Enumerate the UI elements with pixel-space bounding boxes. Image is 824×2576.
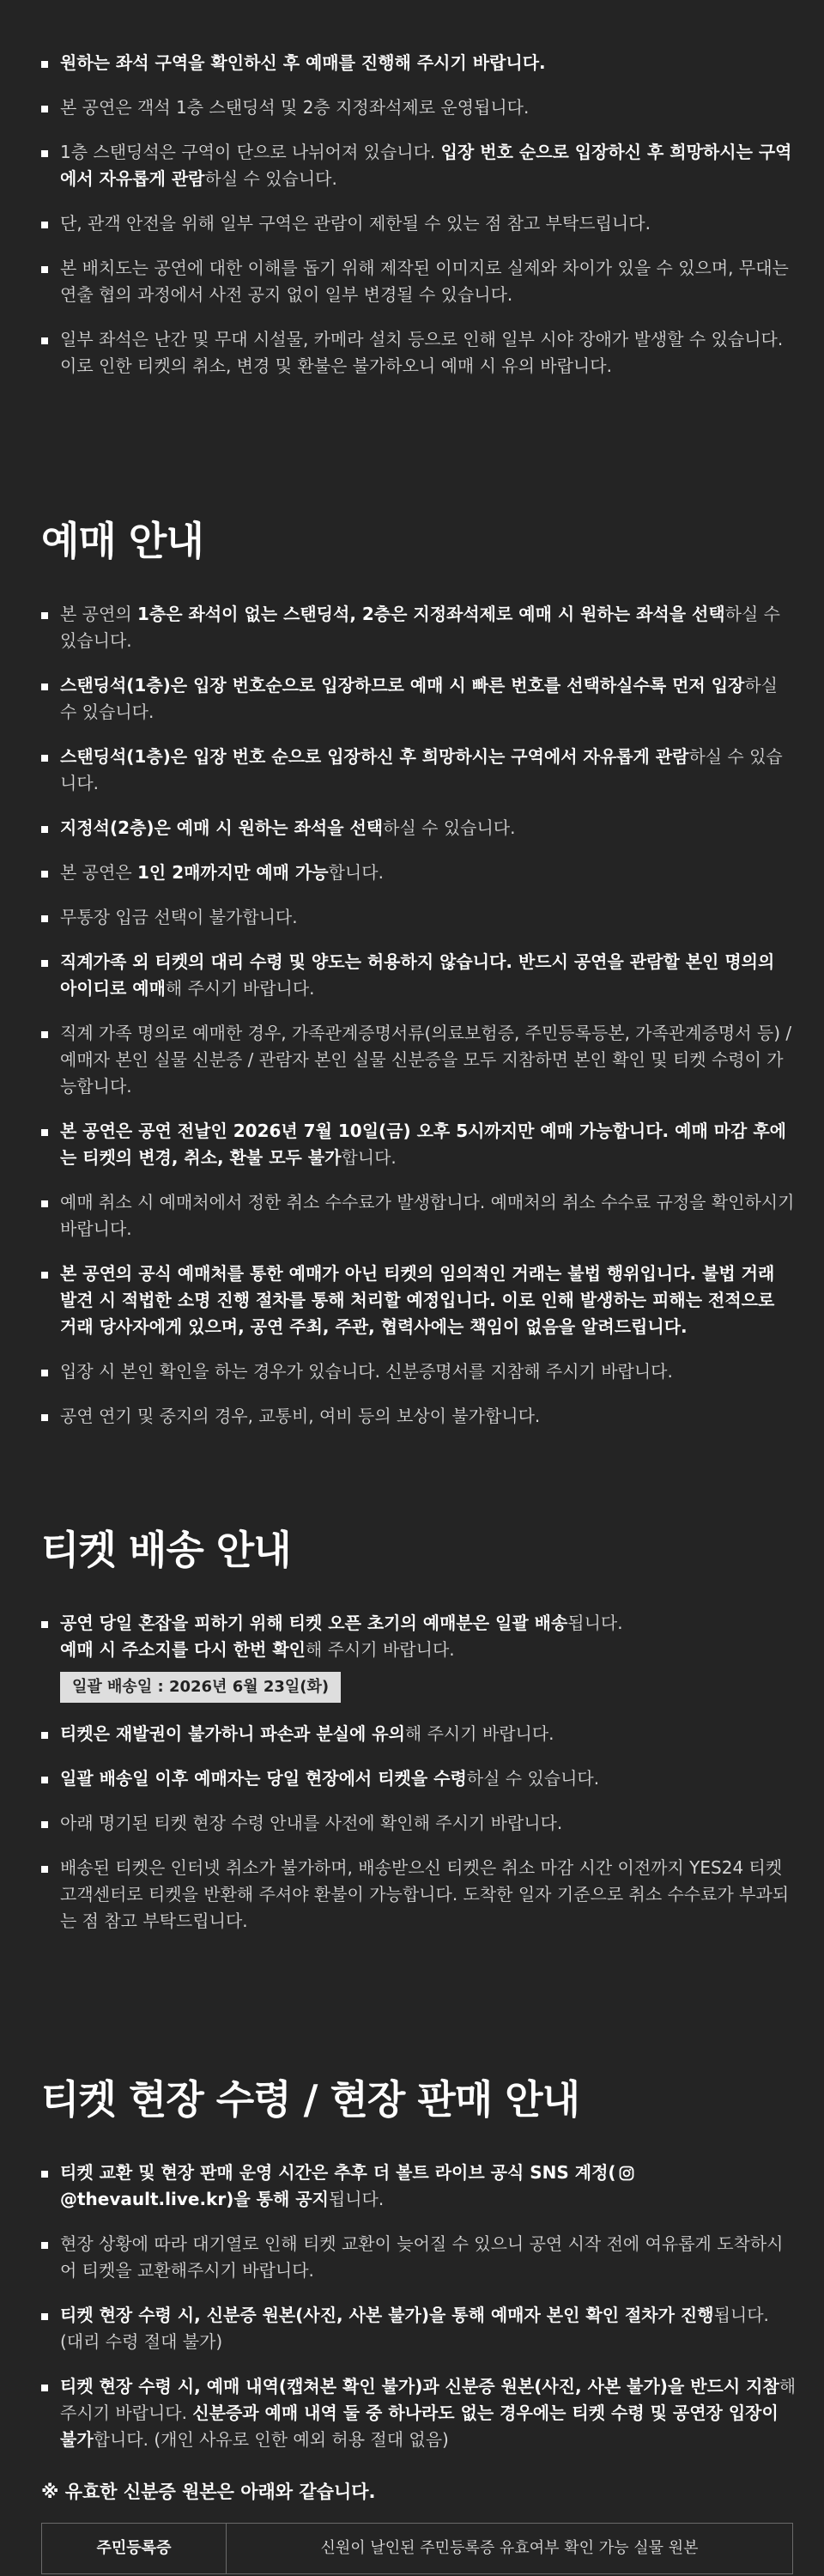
list-item: 티켓은 재발권이 불가하니 파손과 분실에 유의해 주시기 바랍니다.	[41, 1721, 797, 1747]
table-row	[42, 2524, 793, 2574]
instagram-icon	[619, 2166, 634, 2181]
list-item: 본 공연의 공식 예매처를 통한 예매가 아닌 티켓의 임의적인 거래는 불법 행위입니다. 불법 거래 발견 시 적법한 소명 진행 절차를 통해 처리할 예정입니다. 이로 인해 발생하는 피해는 전적으로 거래 당사자에게 있으며, 공연 주최, 주관, 협력사에는 책임이 없음을 알려드립니다.	[41, 1261, 797, 1340]
delivery-date-badge: 일괄 배송일 : 2026년 6월 23일(화)	[60, 1672, 341, 1703]
list-item: 스탠딩석(1층)은 입장 번호 순으로 입장하신 후 희망하시는 구역에서 자유롭게 관람하실 수 있습니다.	[41, 744, 797, 797]
list-item: 직계가족 외 티켓의 대리 수령 및 양도는 허용하지 않습니다. 반드시 공연을 관람할 본인 명의의 아이디로 예매해 주시기 바랍니다.	[41, 949, 797, 1002]
table-cell: 신원이 날인된 주민등록증 유효여부 확인 가능 실물 원본	[227, 2524, 793, 2574]
onsite-list	[41, 2160, 797, 2453]
list-item: 티켓 현장 수령 시, 예매 내역(캡쳐본 확인 불가)과 신분증 원본(사진, 사본 불가)을 반드시 지참해 주시기 바랍니다. 신분증과 예매 내역 둘 중 하나라도 없는 경우에는 티켓 수령 및 공연장 입장이 불가합니다. (개인 사유로 인한 예외 허용 절대 없음)	[41, 2373, 797, 2453]
list-item: 본 공연의 1층은 좌석이 없는 스탠딩석, 2층은 지정좌석제로 예매 시 원하는 좌석을 선택하실 수 있습니다.	[41, 601, 797, 654]
list-item: 본 공연은 객석 1층 스탠딩석 및 2층 지정좌석제로 운영됩니다.	[41, 94, 797, 121]
list-item: 공연 당일 혼잡을 피하기 위해 티켓 오픈 초기의 예매분은 일괄 배송됩니다. 예매 시 주소지를 다시 한번 확인해 주시기 바랍니다. 일괄 배송일 : 2026년 6월 23일(화)	[41, 1610, 797, 1703]
delivery-list	[41, 1610, 797, 1935]
section-title: 티켓 현장 수령 / 현장 판매 안내	[41, 2076, 580, 2123]
sns-handle-link[interactable]: @thevault.live.kr	[60, 2189, 227, 2209]
list-item: 일부 좌석은 난간 및 무대 시설물, 카메라 설치 등으로 인해 일부 시야 장애가 발생할 수 있습니다. 이로 인한 티켓의 취소, 변경 및 환불은 불가하오니 예매 시 유의 바랍니다.	[41, 326, 797, 380]
list-item: 단, 관객 안전을 위해 일부 구역은 관람이 제한될 수 있는 점 참고 부탁드립니다.	[41, 210, 797, 237]
list-item: 일괄 배송일 이후 예매자는 당일 현장에서 티켓을 수령하실 수 있습니다.	[41, 1765, 797, 1792]
section-title: 티켓 배송 안내	[41, 1527, 291, 1573]
id-note-title: ※ 유효한 신분증 원본은 아래와 같습니다.	[41, 2482, 376, 2502]
section-title: 예매 안내	[41, 518, 203, 564]
list-item: 본 배치도는 공연에 대한 이해를 돕기 위해 제작된 이미지로 실제와 차이가 있을 수 있으며, 무대는 연출 협의 과정에서 사전 공지 없이 일부 변경될 수 있습니다.	[41, 255, 797, 308]
delivery-section	[41, 1524, 797, 1953]
list-item: 티켓 현장 수령 시, 신분증 원본(사진, 사본 불가)을 통해 예매자 본인 확인 절차가 진행됩니다. (대리 수령 절대 불가)	[41, 2302, 797, 2355]
notice-list	[41, 50, 797, 380]
list-item: 1층 스탠딩석은 구역이 단으로 나뉘어져 있습니다. 입장 번호 순으로 입장하신 후 희망하시는 구역에서 자유롭게 관람하실 수 있습니다.	[41, 139, 797, 192]
list-item: 예매 취소 시 예매처에서 정한 취소 수수료가 발생합니다. 예매처의 취소 수수료 규정을 확인하시기 바랍니다.	[41, 1189, 797, 1242]
notice-section	[41, 50, 797, 398]
list-item: 공연 연기 및 중지의 경우, 교통비, 여비 등의 보상이 불가합니다.	[41, 1403, 797, 1430]
list-item: 원하는 좌석 구역을 확인하신 후 예매를 진행해 주시기 바랍니다.	[41, 50, 797, 76]
list-item: 무통장 입금 선택이 불가합니다.	[41, 904, 797, 931]
list-item: 직계 가족 명의로 예매한 경우, 가족관계증명서류(의료보험증, 주민등록등본, 가족관계증명서 등) / 예매자 본인 실물 신분증 / 관람자 본인 실물 신분증을 모두 지참하면 본인 확인 및 티켓 수령이 가능합니다.	[41, 1020, 797, 1100]
list-item: 현장 상황에 따라 대기열로 인해 티켓 교환이 늦어질 수 있으니 공연 시작 전에 여유롭게 도착하시어 티켓을 교환해주시기 바랍니다.	[41, 2231, 797, 2284]
onsite-section	[41, 2074, 797, 2574]
list-item: 본 공연은 1인 2매까지만 예매 가능합니다.	[41, 860, 797, 886]
list-item: 배송된 티켓은 인터넷 취소가 불가하며, 배송받으신 티켓은 취소 마감 시간 이전까지 YES24 티켓 고객센터로 티켓을 반환해 주셔야 환불이 가능합니다. 도착한 일자 기준으로 취소 수수료가 부과되는 점 참고 부탁드립니다.	[41, 1855, 797, 1935]
list-item: 지정석(2층)은 예매 시 원하는 좌석을 선택하실 수 있습니다.	[41, 815, 797, 841]
table-cell: 주민등록증	[42, 2524, 227, 2574]
list-item: 티켓 교환 및 현장 판매 운영 시간은 추후 더 볼트 라이브 공식 SNS 계정(@thevault.live.kr)을 통해 공지됩니다.	[41, 2160, 797, 2213]
list-item: 스탠딩석(1층)은 입장 번호순으로 입장하므로 예매 시 빠른 번호를 선택하실수록 먼저 입장하실 수 있습니다.	[41, 672, 797, 726]
list-item: 입장 시 본인 확인을 하는 경우가 있습니다. 신분증명서를 지참해 주시기 바랍니다.	[41, 1358, 797, 1385]
booking-section	[41, 515, 797, 1448]
booking-list	[41, 601, 797, 1430]
list-item: 본 공연은 공연 전날인 2026년 7월 10일(금) 오후 5시까지만 예매 가능합니다. 예매 마감 후에는 티켓의 변경, 취소, 환불 모두 불가합니다.	[41, 1118, 797, 1171]
list-item: 아래 명기된 티켓 현장 수령 안내를 사전에 확인해 주시기 바랍니다.	[41, 1810, 797, 1837]
id-table	[41, 2523, 793, 2574]
